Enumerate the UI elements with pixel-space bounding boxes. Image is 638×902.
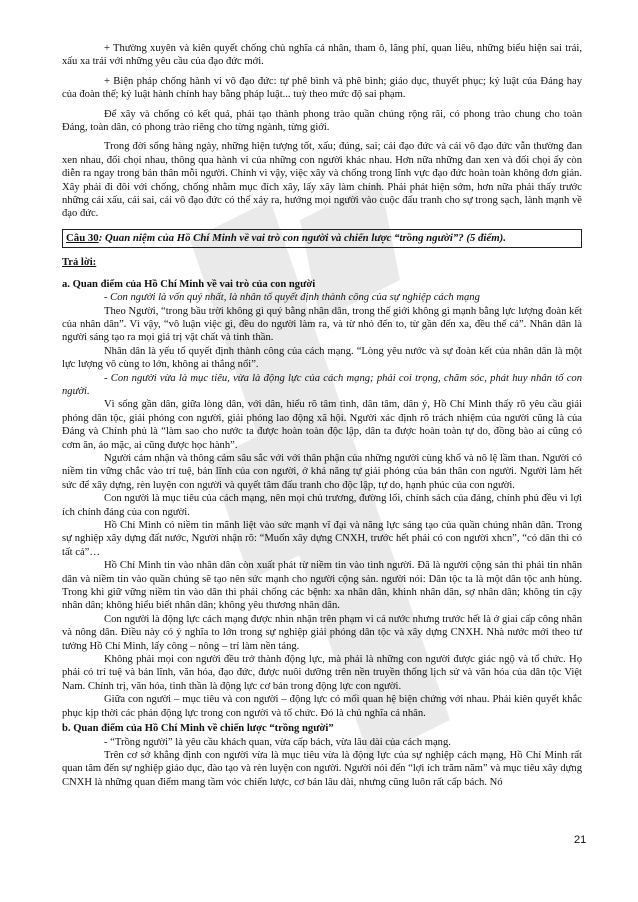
subheading: - Con người là vốn quý nhất, là nhân tố quyết định thành công của sự nghiệp cách mạng [104, 292, 480, 304]
paragraph: Vì sống gần dân, giữa lòng dân, với dân, hiểu rõ tâm tình, dân tâm, dân ý, Hồ Chí Minh thấy rõ yêu cầu giải phóng dân tộc, giải phóng con người, giải phóng lao động xã hội. Người xác định rõ trách nhiệm của người cũng là của Đảng và Chính phủ là “làm sao cho nước ta được hoàn toàn độc lập, dân ta được hoàn toàn tự do, đồng bào ai cũng có cơm ăn, áo mặc, ai cũng được học hành”. [62, 399, 582, 451]
page-number: 21 [574, 834, 587, 846]
paragraph: Hồ Chí Minh có niềm tin mãnh liệt vào sức mạnh vĩ đại và năng lực sáng tạo của quần chúng nhân dân. Trong sự nghiệp xây dựng đất nước, Người nhận rõ: “Muốn xây dựng CNXH, trước hết phải có con người xhcn”, “có dân thì có tất cả”… [62, 520, 582, 558]
paragraph: + Thường xuyên và kiên quyết chống chủ nghĩa cá nhân, tham ô, lãng phí, quan liêu, những biểu hiện sai trái, xấu xa trái với những yêu cầu của đạo đức mới. [62, 43, 582, 68]
paragraph: Không phải mọi con người đều trở thành động lực, mà phải là những con người được giác ngộ và tổ chức. Họ phải có trí tuệ và bản lĩnh, văn hóa, đạo đức, được nuôi dưỡng trên nền truyền thống lịch sử và văn hóa của dân tộc Việt Nam. Chính trị, văn hóa, tinh thần là động lực cơ bản trong động lực con người. [62, 654, 582, 692]
paragraph: Để xây và chống có kết quả, phải tạo thành phong trào quần chúng rộng rãi, có phong trào chung cho toàn Đảng, toàn dân, có phong trào riêng cho từng ngành, từng giới. [62, 108, 582, 134]
section-heading-a: a. Quan điểm của Hồ Chí Minh về vai trò của con người [62, 278, 316, 290]
answer-label: Trả lời: [62, 257, 97, 269]
question-box [62, 229, 582, 248]
question-label: Câu 30 [66, 231, 99, 244]
subheading: - Con người vừa là mục tiêu, vừa là động lực của cách mạng; phải coi trọng, chăm sóc, phát huy nhân tố con người. [62, 372, 582, 397]
section-heading-b: b. Quan điểm của Hồ Chí Minh về chiến lược “trồng người” [62, 723, 334, 735]
paragraph: Trên cơ sở khẳng định con người vừa là mục tiêu vừa là động lực của sự nghiệp cách mạng, Hồ Chí Minh rất quan tâm đến sự nghiệp giáo dục, đào tạo và rèn luyện con người. Người nói đến “lợi ích trăm năm” và mục tiêu xây dựng CNXH là những quan điểm mang tầm vóc chiến lược, cơ bản lâu dài, nhưng cũng luôn rất cấp bách. Nó [62, 749, 582, 788]
paragraph: Hồ Chí Minh tin vào nhân dân còn xuất phát từ niềm tin vào tình người. Đã là người cộng sản thì phải tin nhân dân và niềm tin vào quần chúng sẽ tạo nên sức mạnh cho người cộng sản. người nói: Dân tộc ta là một dân tộc anh hùng. Trong khi giữ vững niềm tin vào dân thì phải chống các bệnh: xa nhân dân, khinh nhân dân, sợ nhân dân; không tin cậy nhân dân; không hiểu biết nhân dân; không yêu thương nhân dân. [62, 560, 582, 612]
paragraph: Theo Người, “trong bầu trời không gì quý bằng nhân dân, trong thế giới không gì mạnh bằng lực lượng đoàn kết của nhân dân”. Vì vậy, “vô luận việc gì, đều do người làm ra, và từ nhỏ đến to, từ gần đến xa, đều thế cả”. Nhân dân là người sáng tạo ra mọi giá trị vật chất và tinh thần. [62, 305, 582, 344]
paragraph: Con người là động lực cách mạng được nhìn nhận trên phạm vi cả nước nhưng trước hết là ở giai cấp công nhân và nông dân. Điều này có ý nghĩa to lớn trong sự nghiệp giải phóng dân tộc và xây dựng CNXH. Nhà nước mới theo tư tưởng Hồ Chí Minh, lấy công – nông – trí làm nền tảng. [62, 613, 582, 652]
paragraph: Giữa con người – mục tiêu và con người – động lực có mối quan hệ biện chứng với nhau. Phải kiên quyết khắc phục kịp thời các phản động lực trong con người và tổ chức. Đó là chủ nghĩa cá nhân. [62, 694, 582, 719]
paragraph: Người cảm nhận và thông cảm sâu sắc với với thân phận của những người cùng khổ và nô lệ lầm than. Người có niềm tin vững chắc vào trí tuệ, bản lĩnh của con người, ở khả năng tự giải phóng của bản thân con người. Người làm hết sức để xây dựng, rèn luyện con người và quyết tâm đấu tranh cho độc lập, tự do, hạnh phúc của con người. [62, 452, 582, 491]
paragraph: Trong đời sống hàng ngày, những hiện tượng tốt, xấu; đúng, sai; cái đạo đức và cái vô đạo đức vẫn thường đan xen nhau, đối chọi nhau, thông qua hành vi của những con người khác nhau. Hơn nữa những đan xen và đối chọi ấy còn diễn ra ngay trong bản thân mỗi người. Chính vì vậy, việc xây và chống trong lĩnh vực đạo đức hoàn toàn không đơn giản. Xây phải đi đôi với chống, chống nhằm mục đích xây, lấy xây làm chính. Phải phát hiện sớm, hơn nữa phải thấy trước những cái xấu, cái sai, cái vô đạo đức có thể xảy ra, hướng mọi người vào cuộc đấu tranh cho sự trong sạch, lành mạnh về đạo đức. [62, 141, 582, 220]
paragraph: Con người là mục tiêu của cách mạng, nên mọi chủ trương, đường lối, chính sách của đảng, chính phủ đều vì lợi ích chính đáng của con người. [62, 493, 582, 518]
question-text: : Quan niệm của Hồ Chí Minh về vai trò con người và chiến lược “trồng người”? (5 điểm). [98, 231, 506, 244]
paragraph: Nhân dân là yếu tố quyết định thành công của cách mạng. “Lòng yêu nước và sự đoàn kết của nhân dân là một lực lượng vô cùng to lớn, không ai thắng nổi”. [62, 345, 582, 371]
paragraph: + Biện pháp chống hành vi vô đạo đức: tự phê bình và phê bình; giáo dục, thuyết phục; kỷ luật của Đảng hay của đoàn thể; kỷ luật hành chính hay bằng pháp luật... tuỳ theo mức độ sai phạm. [62, 75, 582, 101]
page-content [62, 42, 582, 789]
subheading: - “Trồng người” là yêu cầu khách quan, vừa cấp bách, vừa lâu dài của cách mạng. [104, 736, 451, 748]
